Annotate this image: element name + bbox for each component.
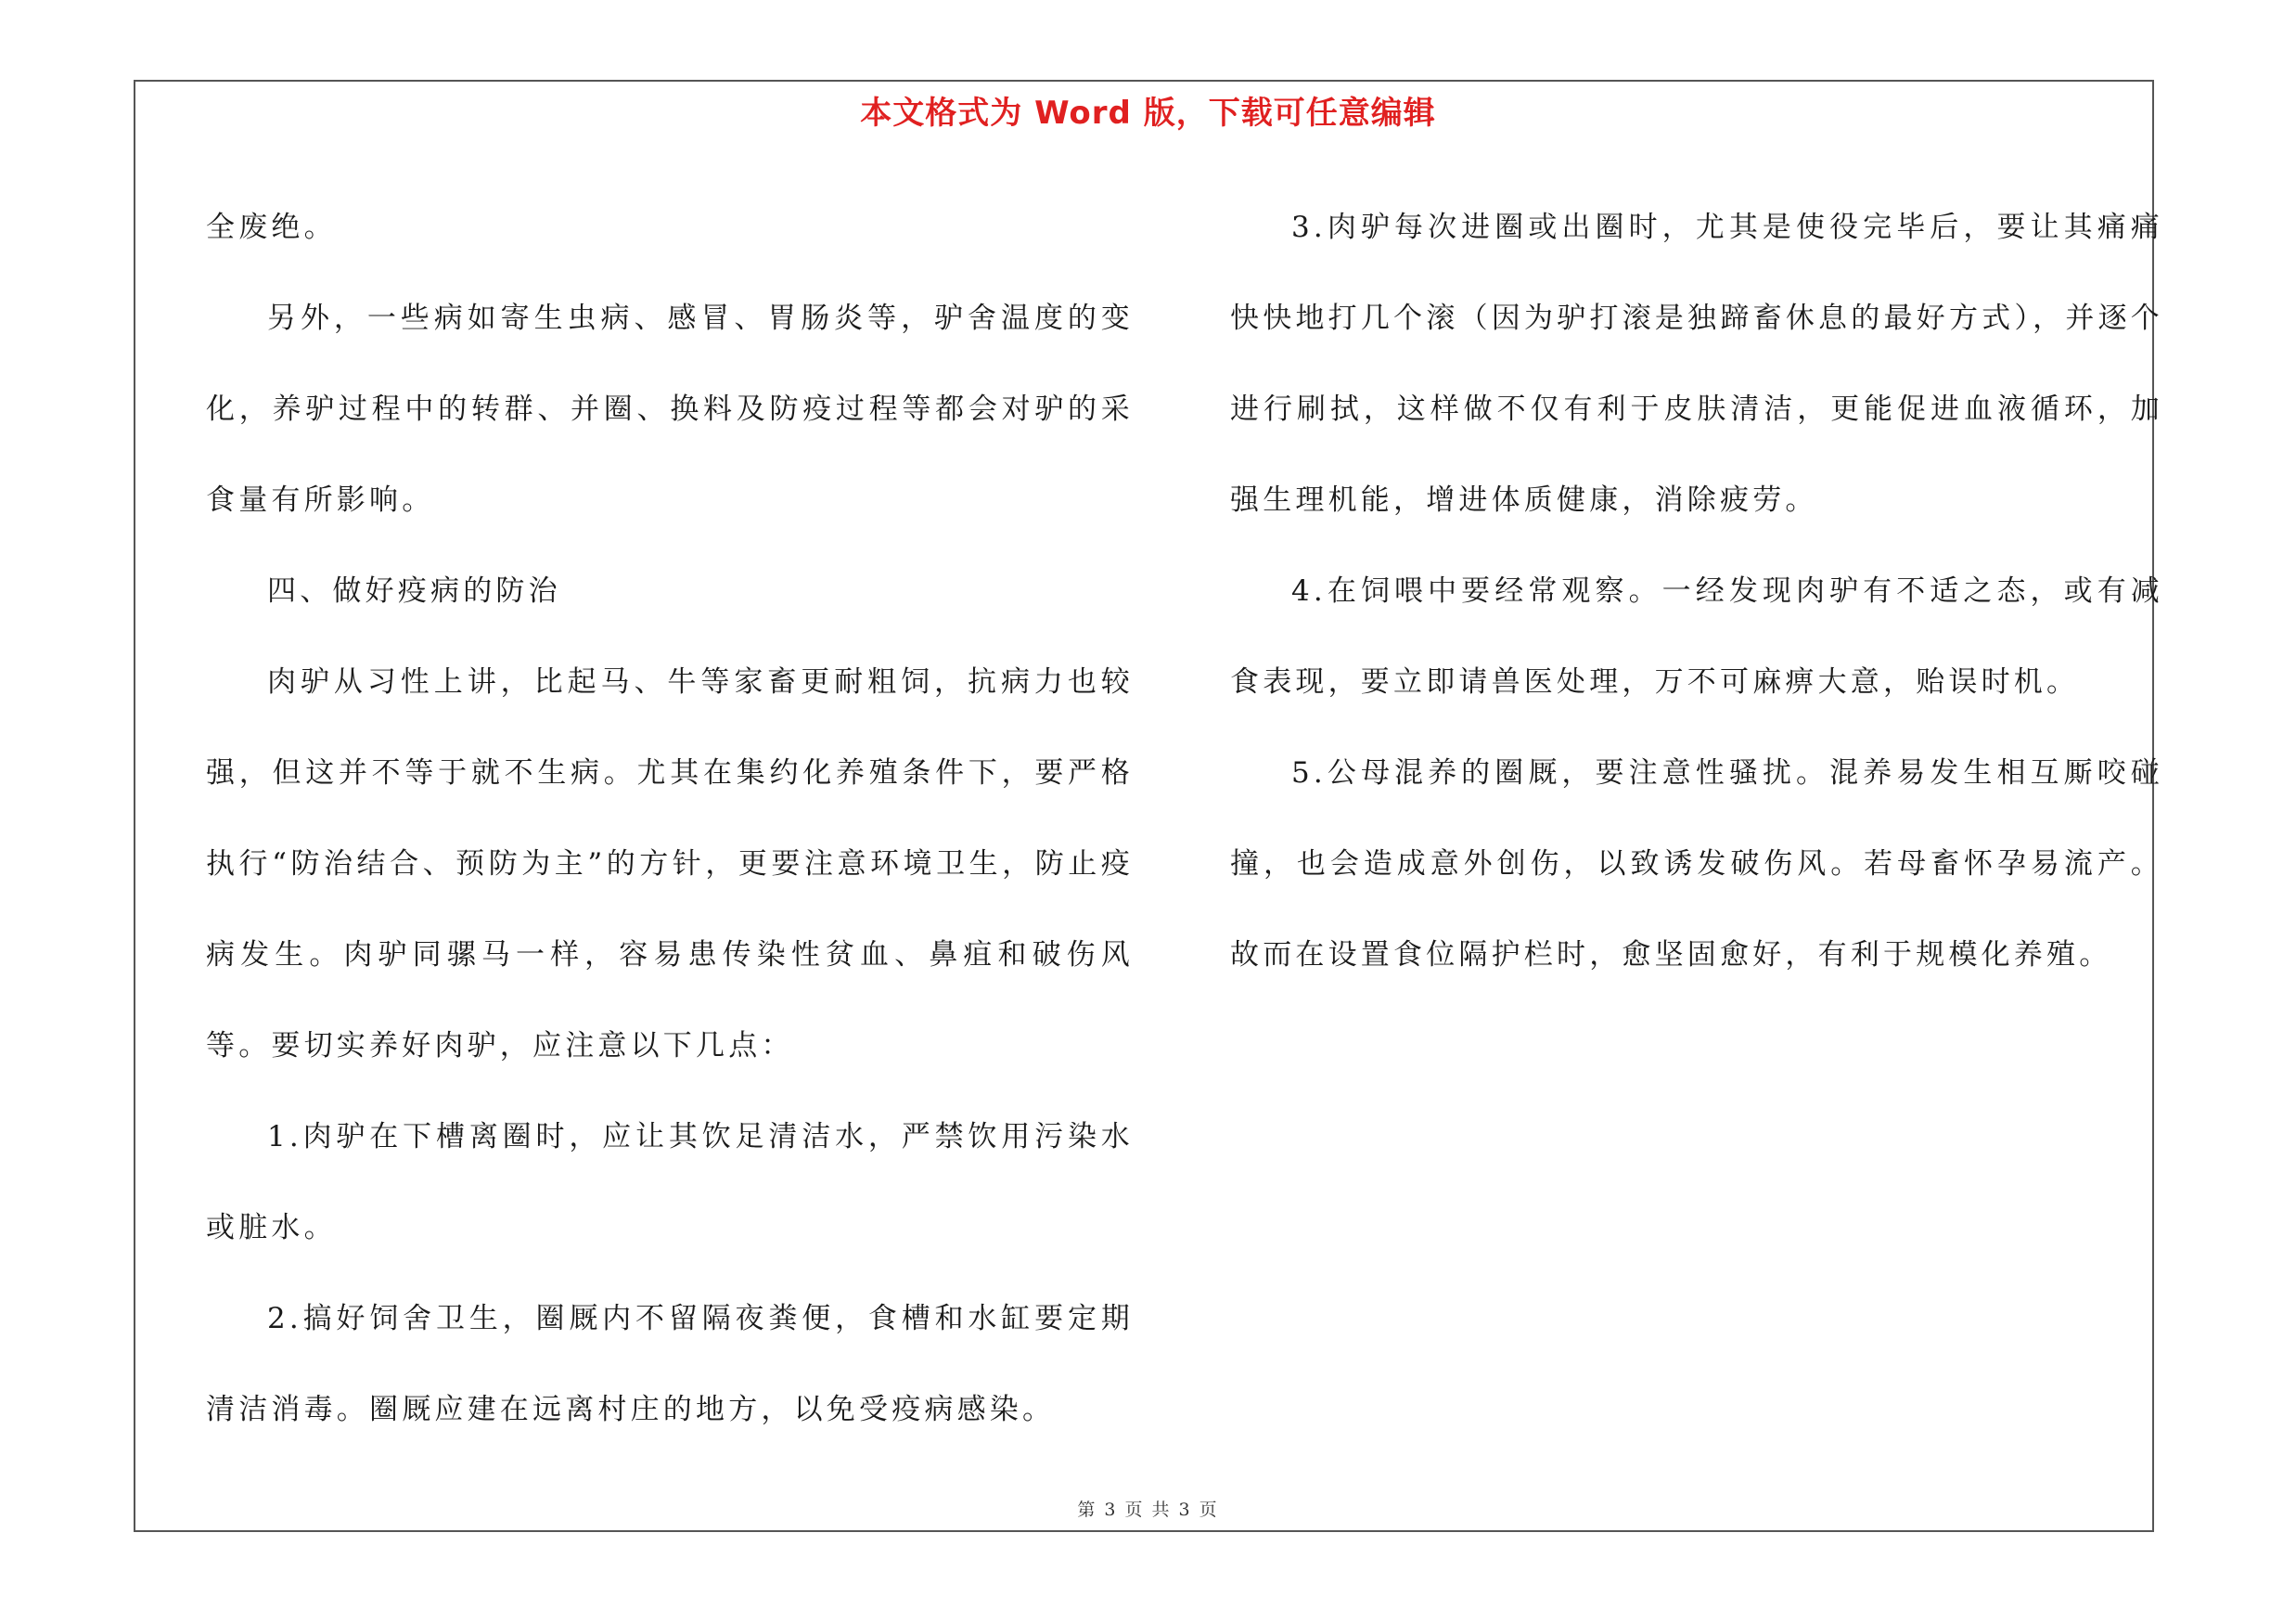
right-column — [1230, 182, 2163, 1000]
header-notice: 本文格式为 Word 版，下载可任意编辑 — [860, 95, 1436, 132]
left-paragraph-4: 肉驴从习性上讲，比起马、牛等家畜更耐粗饲，抗病力也较强，但这并不等于就不生病。尤其在集约化养殖条件下，要严格执行“防治结合、预防为主”的方针，更要注意环境卫生，防止疫病发生。肉驴同骡马一样，容易患传染性贫血、鼻疽和破伤风等。要切实养好肉驴，应注意以下几点： — [206, 665, 1134, 1063]
left-column — [206, 182, 1134, 1455]
list-item-3: 3.肉驴每次进圈或出圈时，尤其是使役完毕后，要让其痛痛快快地打几个滚（因为驴打滚是独蹄畜休息的最好方式），并逐个进行刷拭，这样做不仅有利于皮肤清洁，更能促进血液循环，加强生理机能，增进体质健康，消除疲劳。 — [1230, 211, 2163, 517]
left-paragraph-2: 另外，一些病如寄生虫病、感冒、胃肠炎等，驴舍温度的变化，养驴过程中的转群、并圈、换料及防疫过程等都会对驴的采食量有所影响。 — [206, 302, 1134, 517]
left-paragraph-1: 全废绝。 — [206, 211, 337, 244]
list-item-4: 4.在饲喂中要经常观察。一经发现肉驴有不适之态，或有减食表现，要立即请兽医处理，万不可麻痹大意，贻误时机。 — [1230, 574, 2163, 699]
page-footer: 第 3 页 共 3 页 — [1077, 1500, 1219, 1520]
section-heading: 四、做好疫病的防治 — [267, 574, 561, 608]
list-item-1: 1.肉驴在下槽离圈时，应让其饮足清洁水，严禁饮用污染水或脏水。 — [206, 1120, 1134, 1244]
list-item-5: 5.公母混养的圈厩，要注意性骚扰。混养易发生相互厮咬碰撞，也会造成意外创伤，以致诱发破伤风。若母畜怀孕易流产。故而在设置食位隔护栏时，愈坚固愈好，有利于规模化养殖。 — [1230, 756, 2163, 972]
list-item-2: 2.搞好饲舍卫生，圈厩内不留隔夜粪便，食槽和水缸要定期清洁消毒。圈厩应建在远离村庄的地方，以免受疫病感染。 — [206, 1302, 1134, 1426]
